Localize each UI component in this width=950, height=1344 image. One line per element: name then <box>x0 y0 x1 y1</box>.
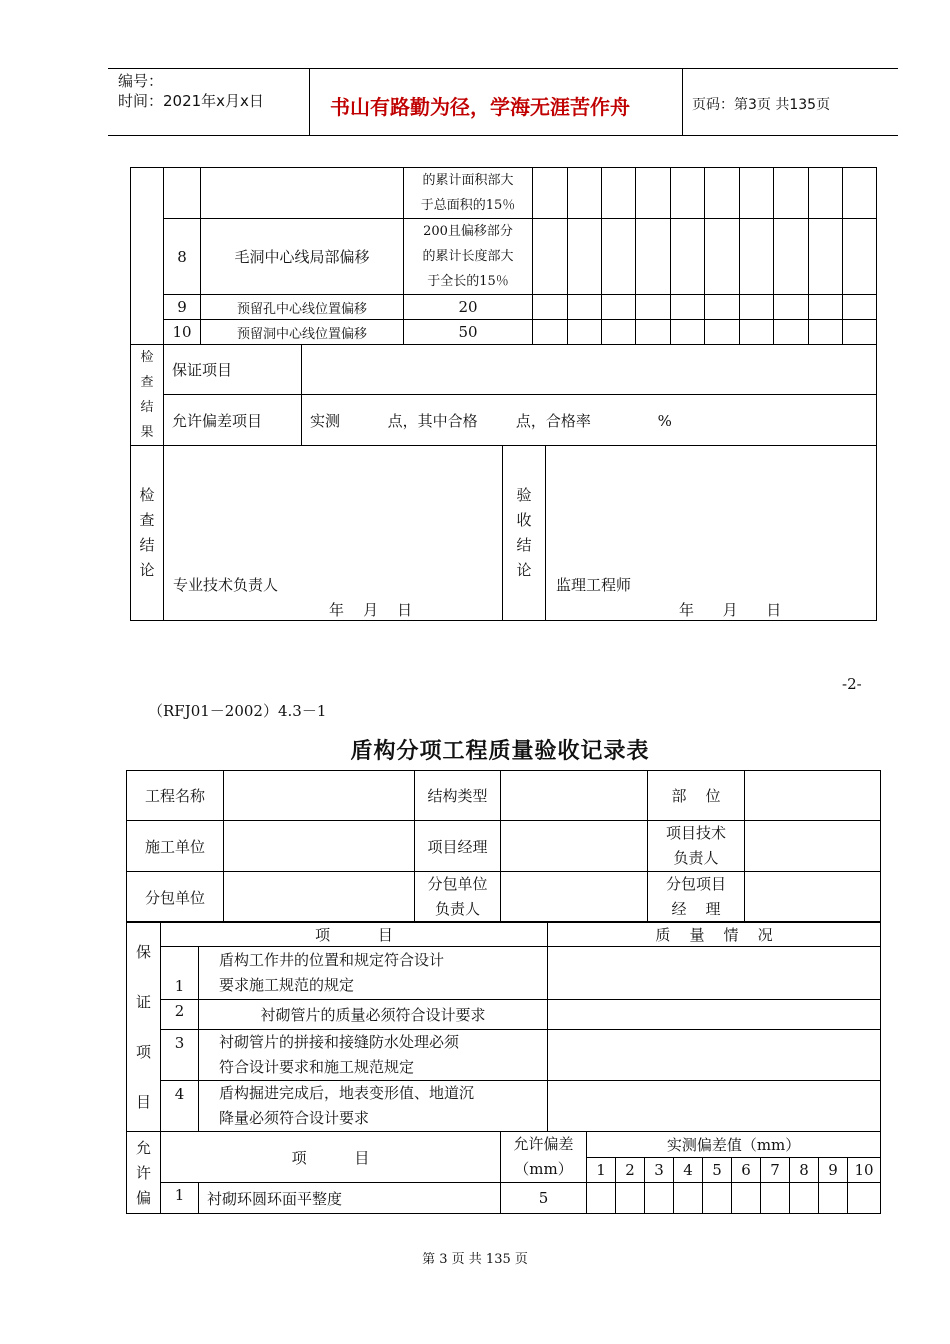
col-1: 1 <box>587 1158 616 1183</box>
col-7: 7 <box>761 1158 790 1183</box>
structure-type-label: 结构类型 <box>415 771 501 821</box>
date-left: 年 月 日 <box>329 601 413 619</box>
table2-allowed <box>126 1131 881 1214</box>
item-header: 项 目 <box>161 922 548 947</box>
accept-conclusion-label: 验 收 结 论 <box>503 446 546 621</box>
guarantee-label: 保证项目 <box>164 345 302 395</box>
col-6: 6 <box>732 1158 761 1183</box>
tolerance-cell: 的累计面积部大 于总面积的15％ <box>404 168 533 219</box>
col-8: 8 <box>790 1158 819 1183</box>
table2-info <box>126 770 881 923</box>
g-item-4-num: 4 <box>161 1081 199 1132</box>
header-page-code: 页码：第3页 共135页 <box>692 97 831 113</box>
page-number: -2- <box>842 675 862 693</box>
row-8-num: 8 <box>164 219 201 295</box>
supervisor-label: 监理工程师 <box>556 576 632 594</box>
row-8-tolerance: 200且偏移部分 的累计长度部大 于全长的15％ <box>404 219 533 295</box>
row-8-item: 毛洞中心线局部偏移 <box>201 219 404 295</box>
allowed-text: 实测 点，其中合格 点，合格率 % <box>302 395 877 446</box>
sub-unit-lead-label: 分包单位 负责人 <box>415 872 501 923</box>
project-manager-value[interactable] <box>501 821 648 872</box>
project-name-label: 工程名称 <box>127 771 224 821</box>
col-10: 10 <box>848 1158 881 1183</box>
g-item-4-quality[interactable] <box>548 1081 881 1132</box>
g-item-4-text: 盾构掘进完成后，地表变形值、地道沉 降量必须符合设计要求 <box>199 1081 548 1132</box>
g-item-1-text: 盾构工作井的位置和规定符合设计 要求施工规范的规定 <box>199 947 548 1000</box>
col-2: 2 <box>616 1158 645 1183</box>
allowed-label: 允许偏差项目 <box>164 395 302 446</box>
header-motto: 书山有路勤为径，学海无涯苦作舟 <box>330 95 630 119</box>
header-bottom-line <box>108 135 898 136</box>
row-10-tolerance: 50 <box>404 320 533 345</box>
guarantee-vertical-label: 保 证 项 目 <box>127 922 161 1132</box>
row-9-num: 9 <box>164 295 201 320</box>
g-item-1-num: 1 <box>161 947 199 1000</box>
a-item-1-tol: 5 <box>501 1183 587 1214</box>
quality-header: 质 量 情 况 <box>548 922 881 947</box>
structure-type-value[interactable] <box>501 771 648 821</box>
g-item-3-quality[interactable] <box>548 1030 881 1081</box>
header-divider-left <box>309 68 310 135</box>
date-right: 年 月 日 <box>679 601 782 619</box>
row-9-item: 预留孔中心线位置偏移 <box>201 295 404 320</box>
footer-page: 第 3 页 共 135 页 <box>422 1252 528 1267</box>
guarantee-value[interactable] <box>302 345 877 395</box>
measured-header: 实测偏差值（mm） <box>587 1132 881 1158</box>
part-label: 部 位 <box>648 771 745 821</box>
g-item-3-num: 3 <box>161 1030 199 1081</box>
project-name-value[interactable] <box>224 771 415 821</box>
allowed-vertical-label: 允 许 偏 <box>127 1132 161 1214</box>
project-manager-label: 项目经理 <box>415 821 501 872</box>
part-value[interactable] <box>745 771 881 821</box>
form-title: 盾构分项工程质量验收记录表 <box>350 738 650 764</box>
allowed-item-header: 项 目 <box>161 1132 501 1183</box>
a-item-1-text: 衬砌环圆环面平整度 <box>199 1183 501 1214</box>
g-item-2-num: 2 <box>161 1000 199 1030</box>
tech-lead-value[interactable] <box>745 821 881 872</box>
g-item-3-text: 衬砌管片的拼接和接缝防水处理必须 符合设计要求和施工规范规定 <box>199 1030 548 1081</box>
col-5: 5 <box>703 1158 732 1183</box>
standard-code: （RFJ01－2002）4.3－1 <box>148 702 327 720</box>
g-item-1-quality[interactable] <box>548 947 881 1000</box>
sub-pm-label: 分包项目 经 理 <box>648 872 745 923</box>
col-4: 4 <box>674 1158 703 1183</box>
header-top-line <box>108 68 898 69</box>
a-item-1-num: 1 <box>161 1183 199 1214</box>
table1-result <box>130 344 877 446</box>
table1-conclusion <box>130 445 877 621</box>
col-9: 9 <box>819 1158 848 1183</box>
col-3: 3 <box>645 1158 674 1183</box>
tech-lead-label: 专业技术负责人 <box>173 576 279 594</box>
blank-label-cell <box>131 168 164 345</box>
tol-header: 允许偏差 （mm） <box>501 1132 587 1183</box>
row-10-item: 预留洞中心线位置偏移 <box>201 320 404 345</box>
check-result-label: 检 查 结 果 <box>131 345 164 446</box>
tech-lead-label: 项目技术 负责人 <box>648 821 745 872</box>
header-time: 时间：2021年x月x日 <box>118 92 264 110</box>
row-10-num: 10 <box>164 320 201 345</box>
header-divider-right <box>682 68 683 135</box>
sub-pm-value[interactable] <box>745 872 881 923</box>
sub-unit-label: 分包单位 <box>127 872 224 923</box>
table2-guarantee <box>126 921 881 1132</box>
check-conclusion-cell[interactable] <box>164 446 503 621</box>
row-9-tolerance: 20 <box>404 295 533 320</box>
g-item-2-quality[interactable] <box>548 1000 881 1030</box>
table1-top <box>130 167 877 345</box>
construction-unit-value[interactable] <box>224 821 415 872</box>
header-bianhao: 编号： <box>118 72 164 90</box>
accept-conclusion-cell[interactable] <box>546 446 877 621</box>
sub-unit-lead-value[interactable] <box>501 872 648 923</box>
g-item-2-text: 衬砌管片的质量必须符合设计要求 <box>199 1000 548 1030</box>
sub-unit-value[interactable] <box>224 872 415 923</box>
check-conclusion-label: 检 查 结 论 <box>131 446 164 621</box>
construction-unit-label: 施工单位 <box>127 821 224 872</box>
